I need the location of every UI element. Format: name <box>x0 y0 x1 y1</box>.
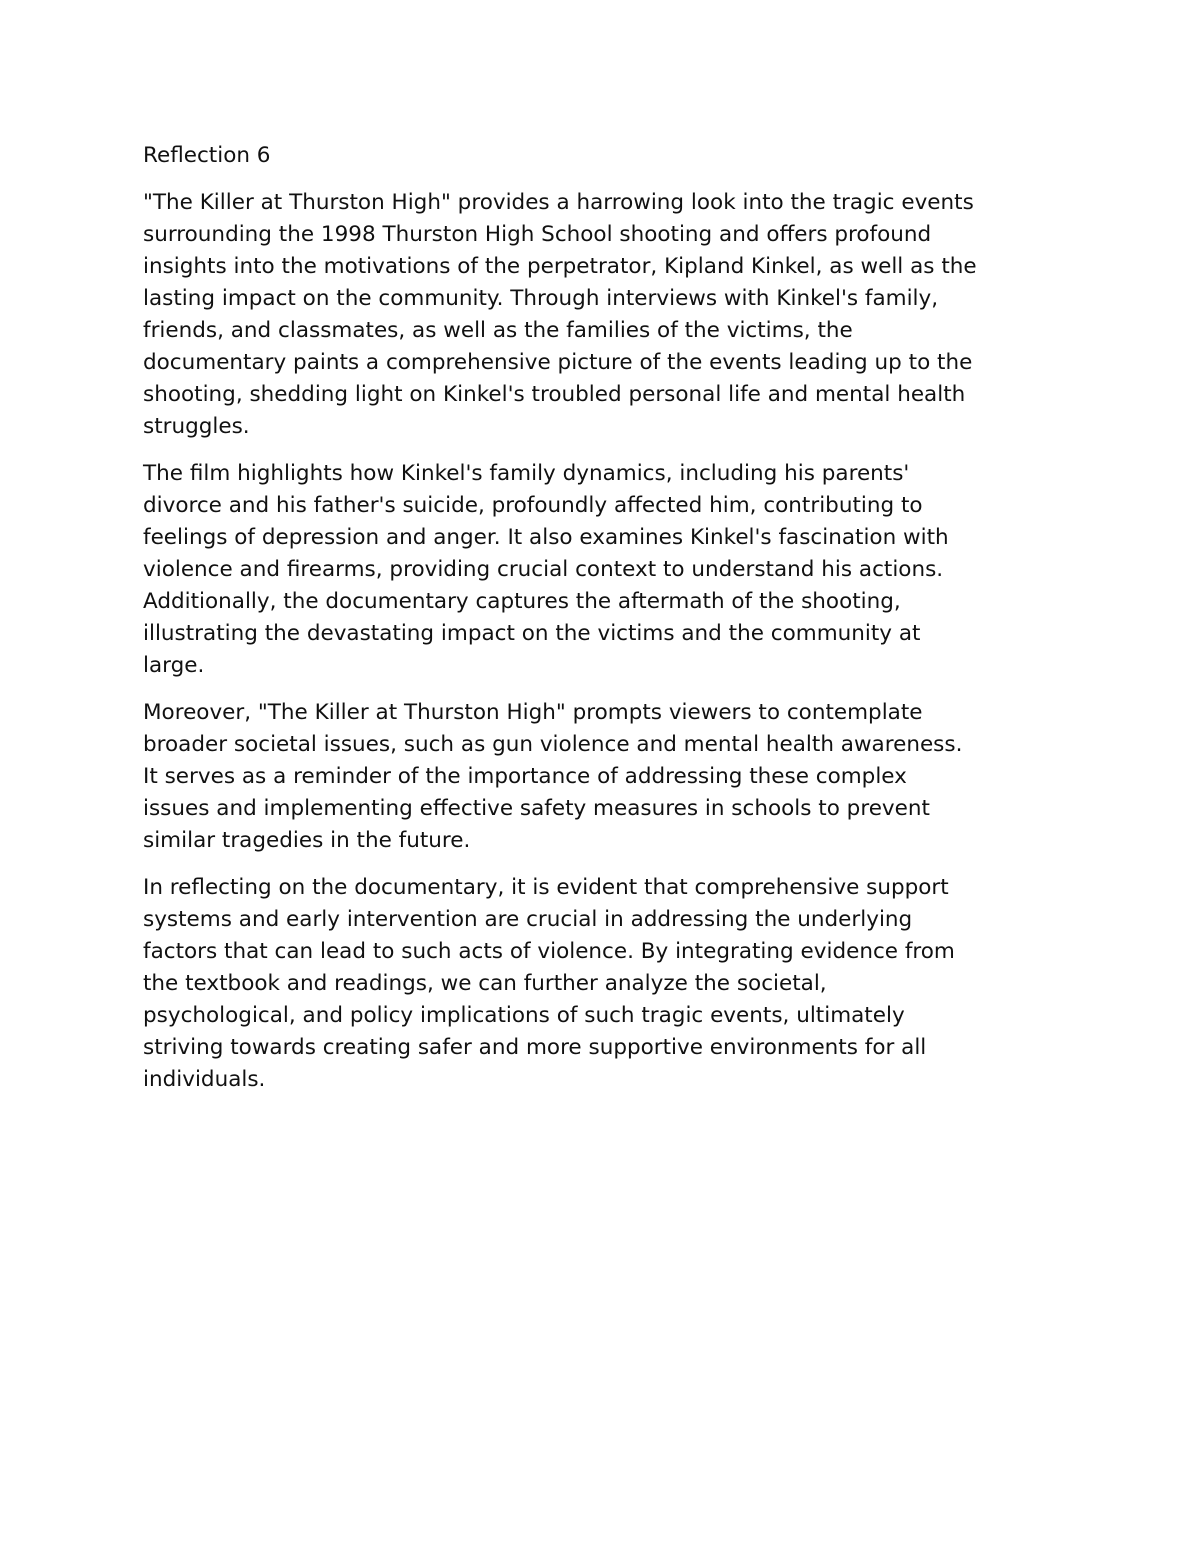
paragraph-4: In reflecting on the documentary, it is evident that comprehensive support systems and early intervention are crucial in addressing the underlying factors that can lead to such acts of violence. By integrating evidence from the textbook and readings, we can further analyze the societal, psychological, and policy implications of such tragic events, ultimately striving towards creating safer and more supportive environments for all individuals. <box>143 875 955 1092</box>
paragraph-2: The film highlights how Kinkel's family dynamics, including his parents' divorce and his father's suicide, profoundly affected him, contributing to feelings of depression and anger. It also examines Kinkel's fascination with violence and firearms, providing crucial context to understand his actions. Additionally, the documentary captures the aftermath of the shooting, illustrating the devastating impact on the victims and the community at large. <box>143 461 949 678</box>
document-title: Reflection 6 <box>143 143 271 168</box>
paragraph-3: Moreover, "The Killer at Thurston High" prompts viewers to contemplate broader societal issues, such as gun violence and mental health awareness. It serves as a reminder of the importance of addressing these complex issues and implementing effective safety measures in schools to prevent similar tragedies in the future. <box>143 700 963 853</box>
document-body <box>143 140 1073 1111</box>
paragraph-1: "The Killer at Thurston High" provides a harrowing look into the tragic events surrounding the 1998 Thurston High School shooting and offers profound insights into the motivations of the perpetrator, Kipland Kinkel, as well as the lasting impact on the community. Through interviews with Kinkel's family, friends, and classmates, as well as the families of the victims, the documentary paints a comprehensive picture of the events leading up to the shooting, shedding light on Kinkel's troubled personal life and mental health struggles. <box>143 190 977 439</box>
